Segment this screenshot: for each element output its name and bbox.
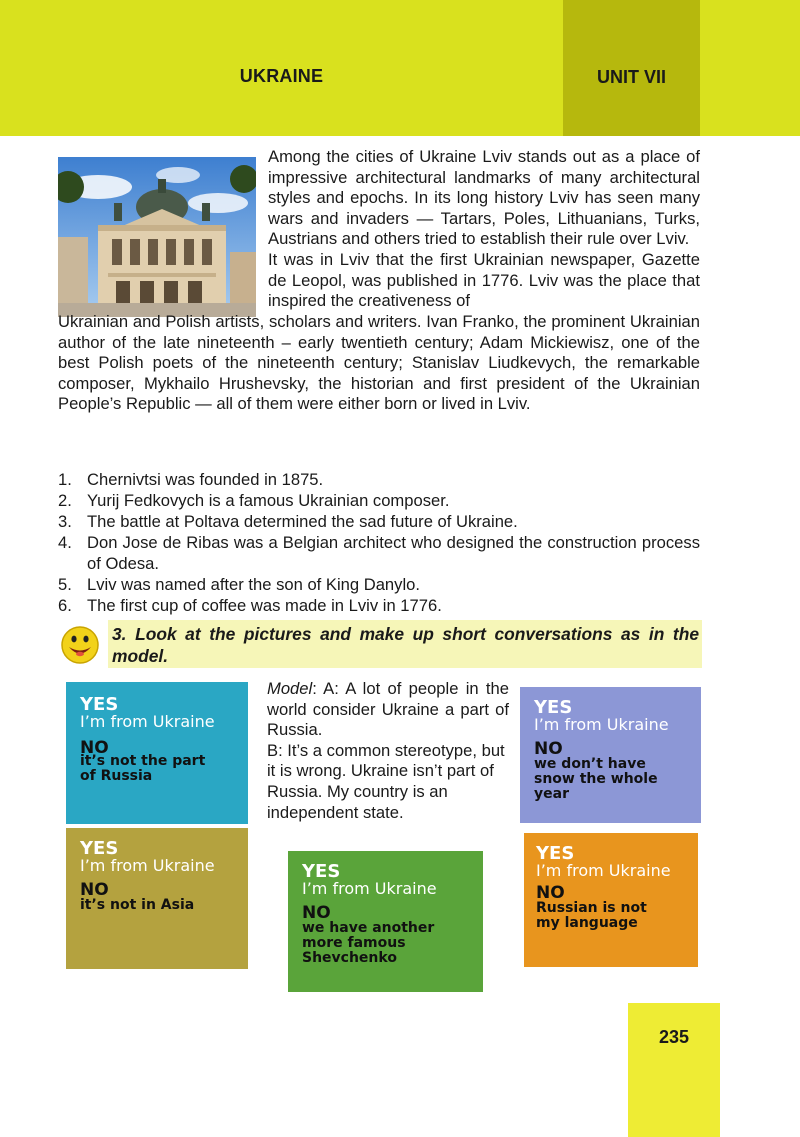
- intro-paragraph-2: [58, 312, 700, 415]
- list-item: [58, 574, 700, 595]
- model-dialogue: [267, 679, 509, 823]
- card-from: I’m from Ukraine: [536, 861, 671, 880]
- slogan-card-2: [66, 828, 248, 969]
- list-item: [58, 490, 700, 511]
- list-item: [58, 469, 700, 490]
- item-number: 3.: [58, 512, 72, 531]
- intro-para2-start: It was in Lviv that the first Ukrainian newspaper, Gazette de Leopol, was published in 1776. Lviv was the place that inspired the creativeness of: [268, 249, 700, 311]
- intro-para2-rest: Ukrainian and Polish artists, scholars and writers. Ivan Franko, the prominent Ukrainian author of the late nineteenth – early twentieth century; Adam Mickiewisz, one of the best Polish poets of the nineteenth century; Stanislav Liudkevych, the remarkable composer, Mykhailo Hrushevsky, the historian and first president of the Ukrainian People’s Republic — all of them were either born or lived in Lviv.: [58, 312, 700, 414]
- item-text: The battle at Poltava determined the sad future of Ukraine.: [87, 512, 518, 531]
- statements-list: [58, 469, 700, 616]
- list-item: [58, 532, 700, 574]
- item-text: Don Jose de Ribas was a Belgian architect who designed the construction process of Odesa.: [87, 533, 700, 573]
- item-number: 2.: [58, 491, 72, 510]
- card-no: NO: [302, 903, 331, 923]
- item-number: 5.: [58, 575, 72, 594]
- card-from: I’m from Ukraine: [302, 879, 437, 898]
- task-box: [108, 620, 702, 668]
- task-instruction: 3. Look at the pictures and make up short conversations as in the model.: [112, 624, 699, 666]
- slogan-card-3: [288, 851, 483, 992]
- card-no: NO: [534, 739, 563, 759]
- card-from: I’m from Ukraine: [80, 712, 215, 731]
- card-yes: YES: [536, 843, 575, 864]
- card-from: I’m from Ukraine: [80, 856, 215, 875]
- model-line-a: : A: A lot of people in the world consider Ukraine a part of Russia.: [267, 679, 509, 740]
- item-number: 6.: [58, 596, 72, 615]
- item-text: Yurij Fedkovych is a famous Ukrainian composer.: [87, 491, 450, 510]
- card-no: NO: [536, 883, 565, 903]
- card-reason: Russian is not my language: [536, 900, 647, 931]
- chapter-title: UKRAINE: [239, 66, 324, 86]
- item-number: 4.: [58, 533, 72, 552]
- model-line-b: B: It’s a common stereotype, but it is wrong. Ukraine isn’t part of Russia. My country is an independent state.: [267, 740, 505, 822]
- slogan-card-4: [520, 687, 701, 823]
- item-text: The first cup of coffee was made in Lviv in 1776.: [87, 596, 442, 615]
- smiley-icon: [60, 624, 100, 666]
- list-item: [58, 595, 700, 616]
- card-yes: YES: [80, 838, 119, 859]
- slogan-card-5: [524, 833, 698, 967]
- card-reason: we have another more famous Shevchenko: [302, 920, 435, 966]
- item-number: 1.: [58, 470, 72, 489]
- slogan-card-1: [66, 682, 248, 824]
- page-number: 235: [658, 1027, 690, 1047]
- card-yes: YES: [534, 697, 573, 718]
- card-reason: it’s not the part of Russia: [80, 753, 206, 784]
- page-number-tab: [628, 1003, 720, 1137]
- intro-paragraph-1: [268, 147, 700, 312]
- card-yes: YES: [302, 861, 341, 882]
- card-reason: it’s not in Asia: [80, 897, 195, 913]
- card-from: I’m from Ukraine: [534, 715, 669, 734]
- card-reason: we don’t have snow the whole year: [534, 756, 658, 802]
- list-item: [58, 511, 700, 532]
- card-yes: YES: [80, 694, 119, 715]
- card-no: NO: [80, 880, 109, 900]
- item-text: Chernivtsi was founded in 1875.: [87, 470, 324, 489]
- lviv-opera-photo: [58, 157, 256, 317]
- intro-para1: Among the cities of Ukraine Lviv stands out as a place of impressive architectural landmarks of many architectural styles and epochs. In its long history Lviv has seen many wars and invaders — Tartars, Poles, Lithuanians, Turks, Austrians and others tried to establish their rule over Lviv.: [268, 147, 700, 249]
- unit-label: UNIT VII: [596, 67, 666, 87]
- item-text: Lviv was named after the son of King Danylo.: [87, 575, 420, 594]
- model-label: Model: [267, 679, 313, 698]
- card-no: NO: [80, 738, 109, 758]
